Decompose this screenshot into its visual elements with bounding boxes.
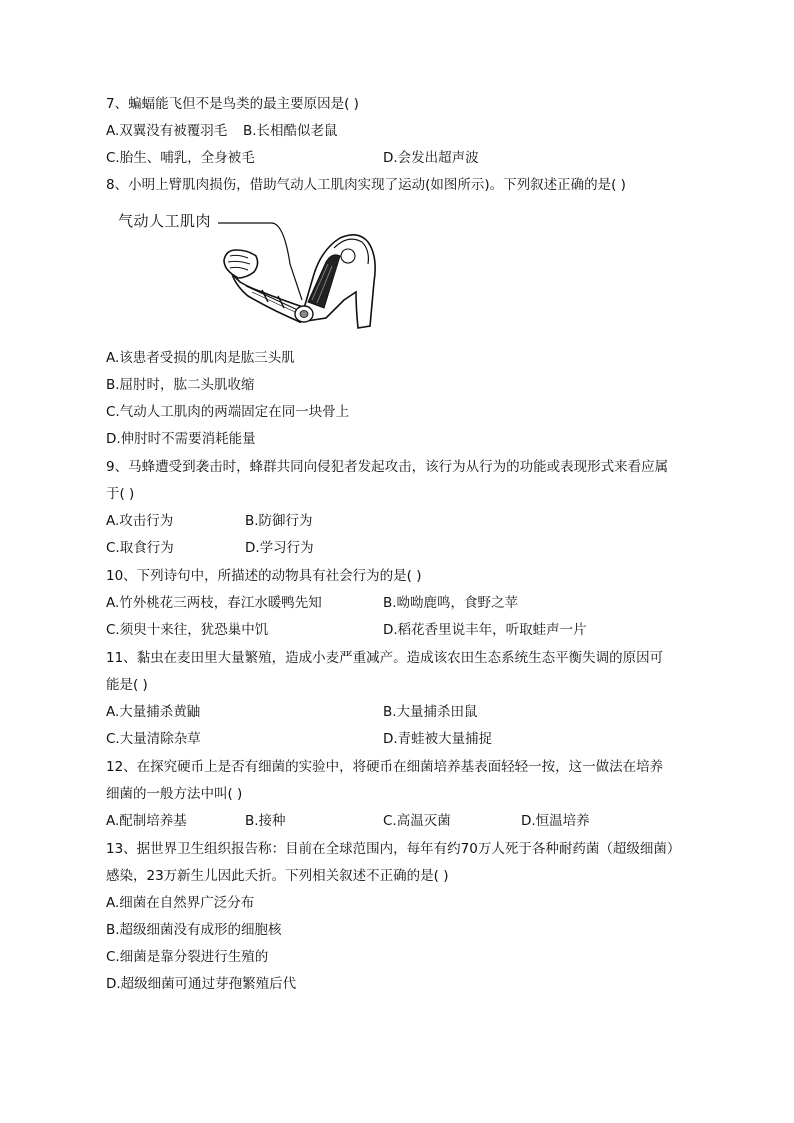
q8-option-d: D.伸肘时不需要消耗能量 [106,431,256,447]
q7-option-b: B.长相酷似老鼠 [243,123,338,139]
arm-muscle-figure [112,204,402,334]
figure-label: 气动人工肌肉 [118,212,212,230]
q9-option-d: D.学习行为 [245,540,314,556]
q8-stem: 8、小明上臂肌肉损伤，借助气动人工肌肉实现了运动(如图所示)。下列叙述正确的是( ) [106,177,626,193]
q9-option-c: C.取食行为 [106,540,174,556]
q10-option-b: B.呦呦鹿鸣，食野之苹 [383,595,519,611]
q13-stem-line1: 13、据世界卫生组织报告称：目前在全球范围内，每年有约70万人死于各种耐药菌（超级细菌） [106,841,681,857]
q10-option-d: D.稻花香里说丰年，听取蛙声一片 [383,622,587,638]
q12-option-a: A.配制培养基 [106,813,187,829]
q12-stem-line2: 细菌的一般方法中叫( ) [106,786,243,802]
q10-option-a: A.竹外桃花三两枝，春江水暖鸭先知 [106,595,322,611]
q10-stem: 10、下列诗句中，所描述的动物具有社会行为的是( ) [106,568,422,584]
q11-option-b: B.大量捕杀田鼠 [383,704,478,720]
q12-option-b: B.接种 [245,813,286,829]
q11-option-d: D.青蛙被大量捕捉 [383,731,493,747]
q12-stem-line1: 12、在探究硬币上是否有细菌的实验中，将硬币在细菌培养基表面轻轻一按，这一做法在培养 [106,759,664,775]
q12-option-c: C.高温灭菌 [383,813,451,829]
q13-option-c: C.细菌是靠分裂进行生殖的 [106,949,269,965]
q13-option-d: D.超级细菌可通过芽孢繁殖后代 [106,976,297,992]
q11-option-a: A.大量捕杀黄鼬 [106,704,201,720]
q13-option-b: B.超级细菌没有成形的细胞核 [106,922,282,938]
q13-stem-line2: 感染，23万新生儿因此夭折。下列相关叙述不正确的是( ) [106,868,449,884]
arm-illustration [112,204,402,334]
q9-stem-line2: 于( ) [106,486,135,502]
q7-stem: 7、蝙蝠能飞但不是鸟类的最主要原因是( ) [106,96,359,112]
q8-option-a: A.该患者受损的肌肉是肱三头肌 [106,350,295,366]
q7-option-c: C.胎生、哺乳，全身被毛 [106,150,255,166]
q11-option-c: C.大量清除杂草 [106,731,201,747]
q7-option-a: A.双翼没有被覆羽毛 [106,123,228,139]
q9-option-b: B.防御行为 [245,513,313,529]
q7-option-d: D.会发出超声波 [383,150,479,166]
q9-option-a: A.攻击行为 [106,513,174,529]
q9-stem-line1: 9、马蜂遭受到袭击时，蜂群共同向侵犯者发起攻击，该行为从行为的功能或表现形式来看应属 [106,459,669,475]
q13-option-a: A.细菌在自然界广泛分布 [106,895,255,911]
q8-option-b: B.屈肘时，肱二头肌收缩 [106,377,255,393]
q11-stem-line2: 能是( ) [106,677,148,693]
q10-option-c: C.须臾十来往，犹恐巢中饥 [106,622,269,638]
q12-option-d: D.恒温培养 [521,813,590,829]
q8-option-c: C.气动人工肌肉的两端固定在同一块骨上 [106,404,350,420]
q11-stem-line1: 11、黏虫在麦田里大量繁殖，造成小麦严重减产。造成该农田生态系统生态平衡失调的原因可 [106,650,664,666]
